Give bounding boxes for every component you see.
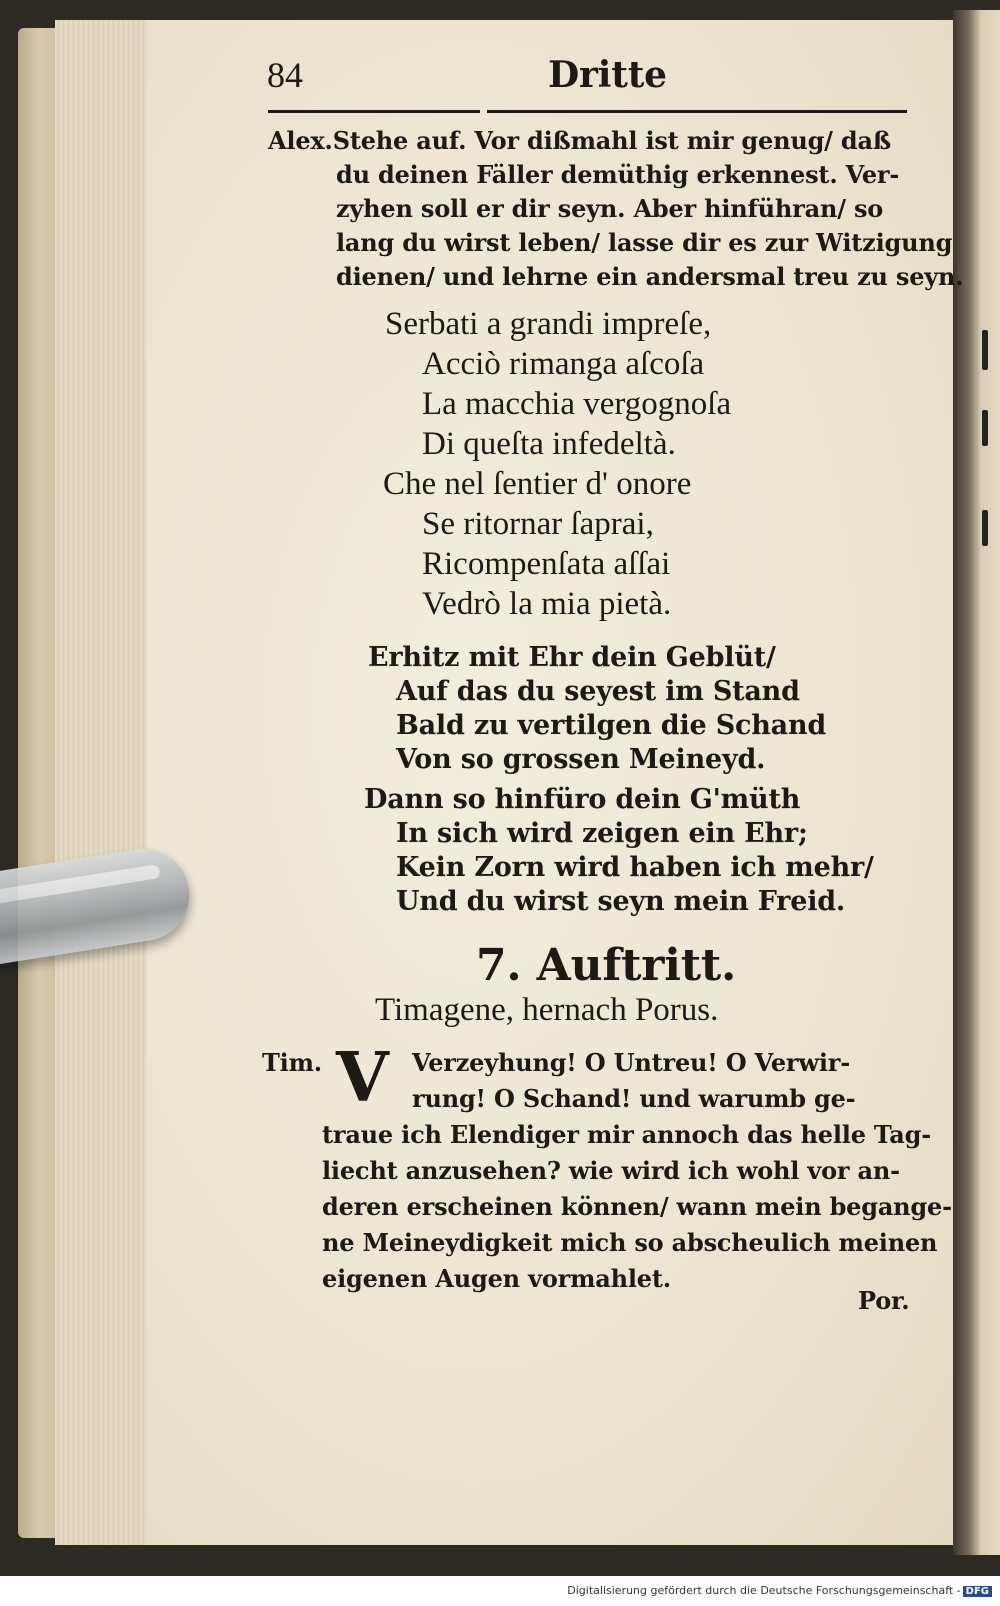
italian-verse-line: Che nel ſentier d' onore xyxy=(383,466,692,502)
paragraph-line: lang du wirst leben/ lasse dir es zur Witzigung xyxy=(336,228,953,257)
running-head: Dritte xyxy=(548,54,667,96)
paragraph-line: zyhen soll er dir seyn. Aber hinführan/ so xyxy=(336,194,884,223)
paragraph-line: eigenen Augen vormahlet. xyxy=(322,1264,671,1293)
header-rule xyxy=(487,110,907,113)
page-number: 84 xyxy=(267,55,303,95)
paragraph-line: traue ich Elendiger mir annoch das helle Tag- xyxy=(322,1120,931,1149)
german-verse-line: Auf das du seyest im Stand xyxy=(396,676,800,707)
italian-verse-line: Serbati a grandi impreſe, xyxy=(385,306,712,342)
paragraph-line: deren erscheinen können/ wann mein begange- xyxy=(322,1192,952,1221)
paragraph-line: Verzeyhung! O Untreu! O Verwir- xyxy=(412,1048,850,1077)
italian-verse-line: Acciò rimanga aſcoſa xyxy=(422,346,705,382)
speaker-label: Alex. xyxy=(268,126,333,155)
scene-cast: Timagene, hernach Porus. xyxy=(375,992,719,1028)
german-verse-line: Bald zu vertilgen die Schand xyxy=(396,710,827,741)
german-verse-line: Dann so hinfüro dein G'müth xyxy=(364,784,801,815)
italian-verse-line: Di queſta infedeltà. xyxy=(422,426,676,462)
speaker-label: Tim. xyxy=(262,1048,322,1077)
header-rule xyxy=(268,110,480,113)
german-verse-line: In sich wird zeigen ein Ehr; xyxy=(396,818,808,849)
german-verse-line: Und du wirst seyn mein Freid. xyxy=(396,886,846,917)
paragraph-line: liecht anzusehen? wie wird ich wohl vor an- xyxy=(322,1156,900,1185)
italian-verse-line: Ricompenſata aſſai xyxy=(422,546,671,582)
german-verse-line: Von so grossen Meineyd. xyxy=(396,744,766,775)
italian-verse-line: Se ritornar ſaprai, xyxy=(422,506,654,542)
paragraph-line: du deinen Fäller demüthig erkennest. Ver- xyxy=(336,160,900,189)
italian-verse-line: La macchia vergognoſa xyxy=(422,386,732,422)
scene-title: 7. Auftritt. xyxy=(476,940,737,991)
german-verse-line: Erhitz mit Ehr dein Geblüt/ xyxy=(368,642,776,673)
page-block-edge xyxy=(55,20,148,1545)
gutter-mark xyxy=(982,330,988,370)
dfg-logo: DFG xyxy=(963,1586,992,1597)
italian-verse-line: Vedrò la mia pietà. xyxy=(422,586,672,622)
paragraph-line: ne Meineydigkeit mich so abscheulich meinen xyxy=(322,1228,938,1257)
paragraph-line: rung! O Schand! und warumb ge- xyxy=(412,1084,856,1113)
digitization-credit: Digitalisierung gefördert durch die Deutsche Forschungsgemeinschaft - DFG xyxy=(567,1584,992,1597)
catchword: Por. xyxy=(858,1286,910,1315)
next-page-gutter xyxy=(953,10,1000,1555)
gutter-mark xyxy=(982,510,988,546)
gutter-mark xyxy=(982,410,988,446)
german-verse-line: Kein Zorn wird haben ich mehr/ xyxy=(396,852,874,883)
decorated-initial: V xyxy=(336,1038,389,1118)
paragraph-line: Alex.Stehe auf. Vor dißmahl ist mir genug/ daß xyxy=(268,126,891,155)
paragraph-line: dienen/ und lehrne ein andersmal treu zu seyn. xyxy=(336,262,964,291)
